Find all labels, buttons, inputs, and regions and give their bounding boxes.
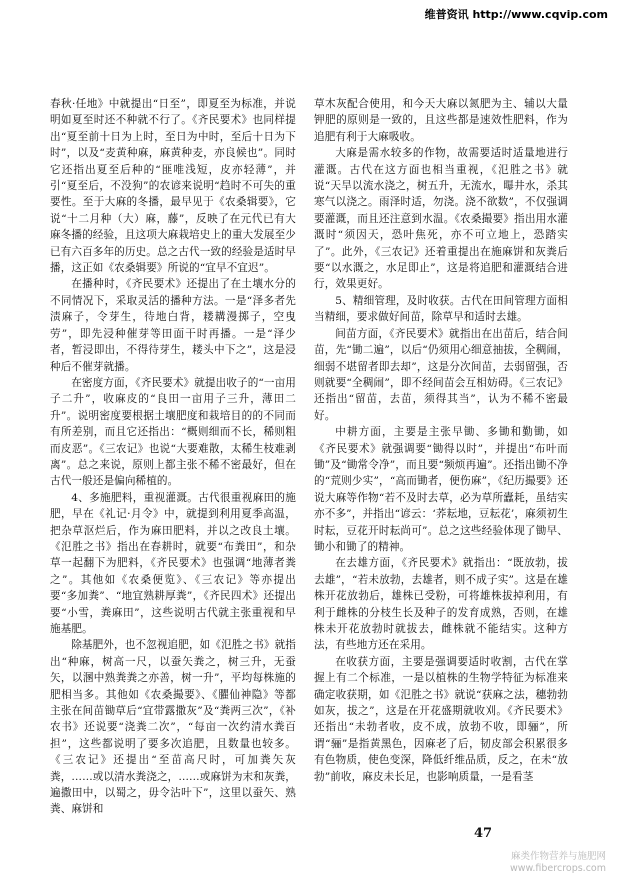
paragraph: 在播种时，《齐民要术》还提出了在土壤水分的不同情况下，采取灵活的播种方法。一是“泽多者先渍麻子，令芽生，待地白背，耧耩漫掷子，空曳劳”，即先浸种催芽等田面干时再播。一是“泽少者，暂浸即出，不得待芽生，耧头中下之”，这是浸种后不催芽就播。 — [50, 278, 296, 373]
paragraph: 4、多施肥料，重视灌溉。古代很重视麻田的施肥，早在《礼记·月令》中，就提到利用夏季高温，把杂草沤烂后，作为麻田肥料，并以之改良土壤。《氾胜之书》指出在春耕时，就要“布粪田”，和杂草一起翻下为肥料，《齐民要术》也强调“地薄者粪之”。其他如《农桑便览》、《三农记》等亦提出要“多加粪”、“地宜熟耕厚粪”，《齐民四术》还提出要“小雪，粪麻田”，这些说明古代就主张重视和早施基肥。 — [50, 491, 296, 635]
site-header: 维普资讯 http://www.cqvip.com — [424, 8, 608, 21]
paragraph: 中耕方面，主要是主张早锄、多锄和勤锄，如《齐民要术》就强调要“锄得以时”，并提出“布叶而锄”及“锄常令净”，而且要“频烦再遍”。还指出锄不净的“荒则少实”，“高而锄者，便伤麻”，《纪历撮要》还说大麻等作物“若不及时去草，必为草所蠹耗，虽结实亦不多”，并指出“谚云：‘荞耘地，豆耘花’，麻须初生时耘，豆花开时耘尚可”。总之这些经验体现了锄早、锄小和锄了的精神。 — [314, 426, 568, 553]
watermark-line-2: www.fibercrops.com — [509, 863, 606, 874]
paragraph: 间苗方面，《齐民要术》就指出在出苗后，结合间苗，先“锄二遍”，以后“仍须用心细意抽拔，全稠闹，细弱不堪留者即去却”，这是分次间苗，去弱留强，否则就要“全稠闹”，即不经间苗会互相妨碍。《三农记》还指出“留苗，去苗，须得其当”，认为不稀不密最好。 — [314, 327, 568, 422]
paragraph: 在去雄方面，《齐民要术》就指出：“既放勃，拔去雄”，“若未放勃，去雄者，则不成子实”。这是在雄株开花放勃后，雄株已受粉，可将雄株拔掉利用，有利于雌株的分枝生长及种子的发育成熟，否则，在雄株未开花放勃时就拔去，雌株就不能结实。这种方法，有些地方还在采用。 — [314, 557, 568, 652]
watermark — [510, 851, 606, 875]
paragraph: 大麻是需水较多的作物，故需要适时适量地进行灌溉。古代在这方面也相当重视，《氾胜之书》就说“天旱以流水浇之，树五升，无流水，曝井水，杀其寒气以浇之。雨泽时适，勿浇。浇不欲数”，不仅强调要灌溉，而且还注意到水温。《农桑撮要》指出用水灌溉时“须因天，恐叶焦死，亦不可立地上，恐踏实了”。此外，《三农记》还着重提出在施麻饼和灰粪后要“以水溉之，水足即止”，这是将追肥和灌溉结合进行，效果更好。 — [314, 147, 568, 291]
page-number: 47 — [474, 826, 493, 841]
paragraph: 春秋·任地》中就提出“日至”，即夏至为标准，并说明如夏至时还不种就不行了。《齐民要术》也同样提出“夏至前十日为上时，至日为中时，至后十日为下时”，以及“麦黄种麻，麻黄种麦，亦良候也”。同时它还指出夏至后种的“匪唯浅短，皮亦轻薄”，并引“夏至后，不没狗”的农谚来说明“趋时不可失的重要性。至于大麻的冬播，最早见于《农桑辑要》，它说“十二月种（大）麻，藤”，反映了在元代已有大麻冬播的经验，且这项大麻栽培史上的重大发展至少已有六百多年的历史。总之古代一致的经验是适时早播，这正如《农桑辑要》所说的“宜早不宜迟”。 — [50, 98, 296, 275]
paragraph: 5、精细管理，及时收获。古代在田间管理方面相当精细，要求做好间苗，除草早和适时去雄。 — [314, 294, 568, 324]
watermark-line-1: 麻类作物营养与施肥网 — [510, 851, 606, 862]
paragraph: 在收获方面，主要是强调要适时收割，古代在掌握上有二个标准，一是以植株的生物学特征为标准来确定收获期，如《氾胜之书》就说“获麻之法，穗勃勃如灰，拔之”，这是在开花盛期就收刈。《齐民要术》还指出“未勃者收，皮不成，放勃不收，即骊”，所谓“骊”是指黄黑色，因麻老了后，韧皮部会积累很多有色物质，使色变深，降低纤维品质，反之，在未“放勃”前收，麻皮未长足，也影响质量，一是看茎 — [314, 655, 568, 783]
right-column — [314, 96, 568, 785]
paragraph: 除基肥外，也不忽视追肥，如《氾胜之书》就指出“种麻，树高一尺，以蚕矢粪之，树三升，无蚕矢，以溷中熟粪粪之亦善，树一升”，平均每株施的肥相当多。其他如《农桑撮要》、《臞仙神隐》等都主张在间苗锄草后“宜带露撒灰”及“粪两三次”，《补农书》还说要“浇粪二次”，“每亩一次约清水粪百担”，这些都说明了要多次追肥，且数量也较多。《三农记》还提出“至苗高尺时，可加粪矢灰粪，……或以清水粪浇之，……或麻饼为末和灰粪，遍撒田中，以蜀之，毋令沾叶下”，这里以蚕矢、熟粪、麻饼和 — [50, 639, 296, 816]
paragraph: 草木灰配合使用，和今天大麻以氮肥为主、辅以大量钾肥的原则是一致的，且这些都是速效性肥料，作为追肥有利于大麻吸收。 — [314, 98, 568, 143]
left-column — [50, 96, 296, 818]
paragraph: 在密度方面，《齐民要术》就提出收子的“一亩用子二升”，收麻皮的“良田一亩用子三升，薄田二升”。说明密度要根据土壤肥度和栽培目的的不同而有所差别，而且它还指出：“概则细而不长，稀则粗而皮恶”。《三农记》也说“大要难散，太稀生枝难剥离”。总之来说，原则上都主张不稀不密最好，但在古代一般还是偏向稀植的。 — [50, 376, 296, 488]
